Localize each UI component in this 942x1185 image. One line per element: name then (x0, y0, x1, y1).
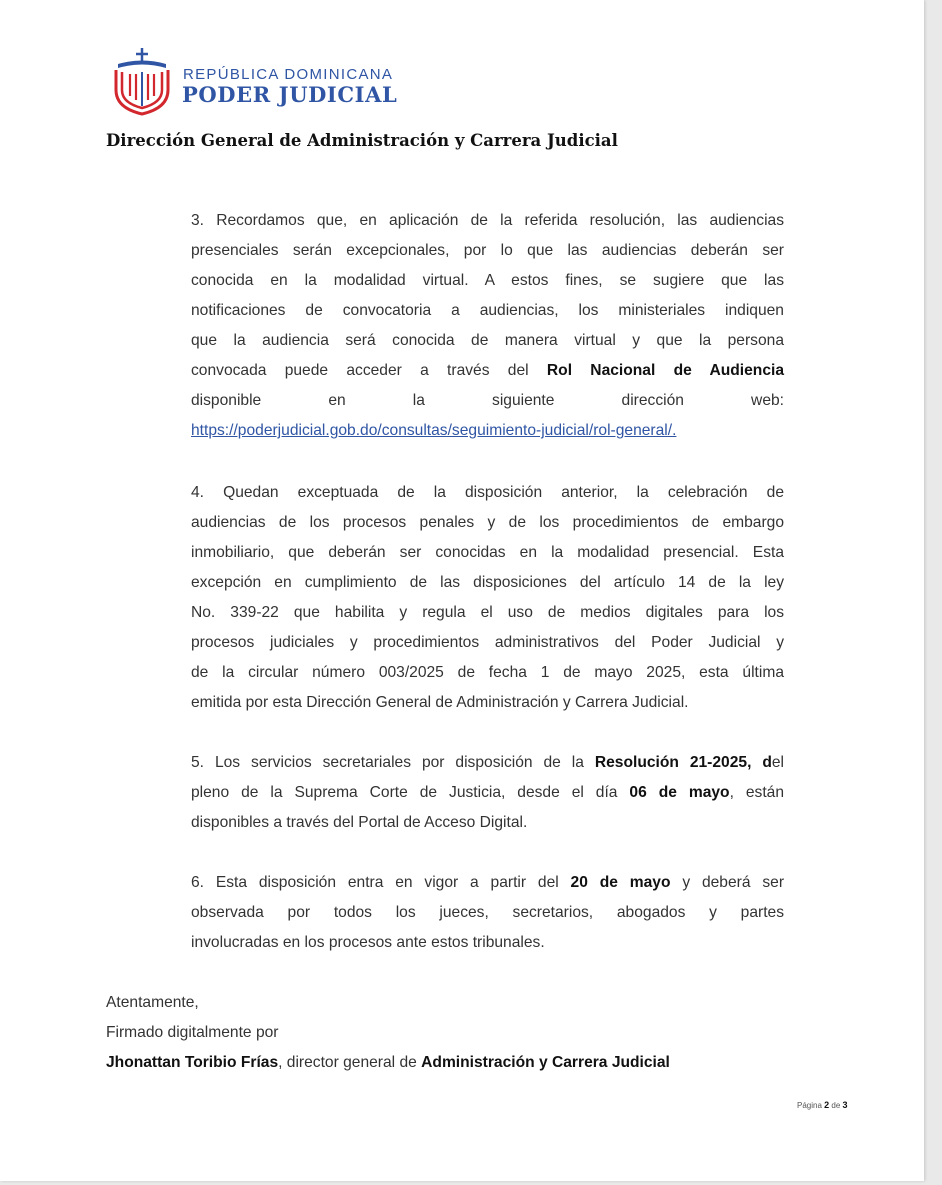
text-line: presenciales serán excepcionales, por lo que las audiencias deberán ser (191, 242, 784, 259)
poder-judicial-logo (110, 46, 410, 116)
text-segment: pleno de la Suprema Corte de Justicia, desde el día (191, 784, 630, 801)
coat-of-arms-icon (110, 46, 174, 116)
text-line: disponibles a través del Portal de Acceso Digital. (191, 814, 528, 831)
text-line: observada por todos los jueces, secretarios, abogados y partes (191, 904, 784, 921)
text-line (191, 416, 784, 446)
paragraph-item-3 (191, 206, 784, 446)
text-line: 4. Quedan exceptuada de la disposición anterior, la celebración de (191, 484, 784, 501)
text-line (191, 778, 784, 808)
logo-institution-text: PODER JUDICIAL (182, 82, 398, 107)
page-number (797, 1100, 848, 1110)
resolucion-bold: Resolución 21-2025, d (594, 754, 772, 771)
department-heading: Dirección General de Administración y Carrera Judicial (106, 131, 618, 150)
paragraph-item-5 (191, 748, 784, 838)
paragraph-item-4 (191, 478, 784, 718)
signer-name: Jhonattan Toribio Frías (106, 1054, 279, 1071)
text-line: emitida por esta Dirección General de Administración y Carrera Judicial. (191, 694, 689, 711)
text-line: conocida en la modalidad virtual. A estos fines, se sugiere que las (191, 272, 784, 289)
text-segment: y deberá ser (670, 874, 785, 891)
signed-text: Firmado digitalmente por (106, 1024, 279, 1041)
text-segment: 6. Esta disposición entra en vigor a partir del (191, 874, 571, 891)
text-line: 3. Recordamos que, en aplicación de la referida resolución, las audiencias (191, 212, 784, 229)
text-line: involucradas en los procesos ante estos tribunales. (191, 934, 545, 951)
text-line: procesos judiciales y procedimientos administrativos del Poder Judicial y (191, 634, 784, 651)
page-of: de (831, 1101, 841, 1110)
text-line (191, 356, 784, 386)
text-line: inmobiliario, que deberán ser conocidas en la modalidad presencial. Esta (191, 544, 784, 561)
text-segment: convocada puede acceder a través del (191, 362, 547, 379)
page-label: Página (797, 1101, 822, 1110)
total-pages: 3 (842, 1100, 848, 1110)
signer-department: Administración y Carrera Judicial (421, 1054, 670, 1071)
text-line: notificaciones de convocatoria a audiencias, los ministeriales indiquen (191, 302, 784, 319)
text-line: No. 339-22 que habilita y regula el uso de medios digitales para los (191, 604, 784, 621)
closing-block (106, 988, 670, 1078)
paragraph-item-6 (191, 868, 784, 958)
text-line: excepción en cumplimiento de las disposiciones del artículo 14 de la ley (191, 574, 784, 591)
rol-general-link[interactable]: https://poderjudicial.gob.do/consultas/seguimiento-judicial/rol-general/. (191, 422, 677, 439)
current-page: 2 (824, 1100, 830, 1110)
text-segment: el (771, 754, 785, 771)
date-bold: 20 de mayo (570, 874, 671, 891)
text-line: de la circular número 003/2025 de fecha 1 de mayo 2025, esta última (191, 664, 784, 681)
signer-line (106, 1048, 670, 1078)
text-segment: , están (729, 784, 785, 801)
logo-country-text: REPÚBLICA DOMINICANA (183, 66, 394, 83)
date-bold: 06 de mayo (629, 784, 730, 801)
rol-nacional-bold: Rol Nacional de Audiencia (546, 362, 784, 379)
text-line (191, 868, 784, 898)
signer-role: , director general de (278, 1054, 422, 1071)
text-line: disponible en la siguiente dirección web: (191, 392, 784, 409)
text-line (191, 748, 784, 778)
text-line: audiencias de los procesos penales y de los procedimientos de embargo (191, 514, 784, 531)
text-line: que la audiencia será conocida de manera virtual y que la persona (191, 332, 784, 349)
greeting: Atentamente, (106, 994, 199, 1011)
text-segment: 5. Los servicios secretariales por disposición de la (191, 754, 595, 771)
